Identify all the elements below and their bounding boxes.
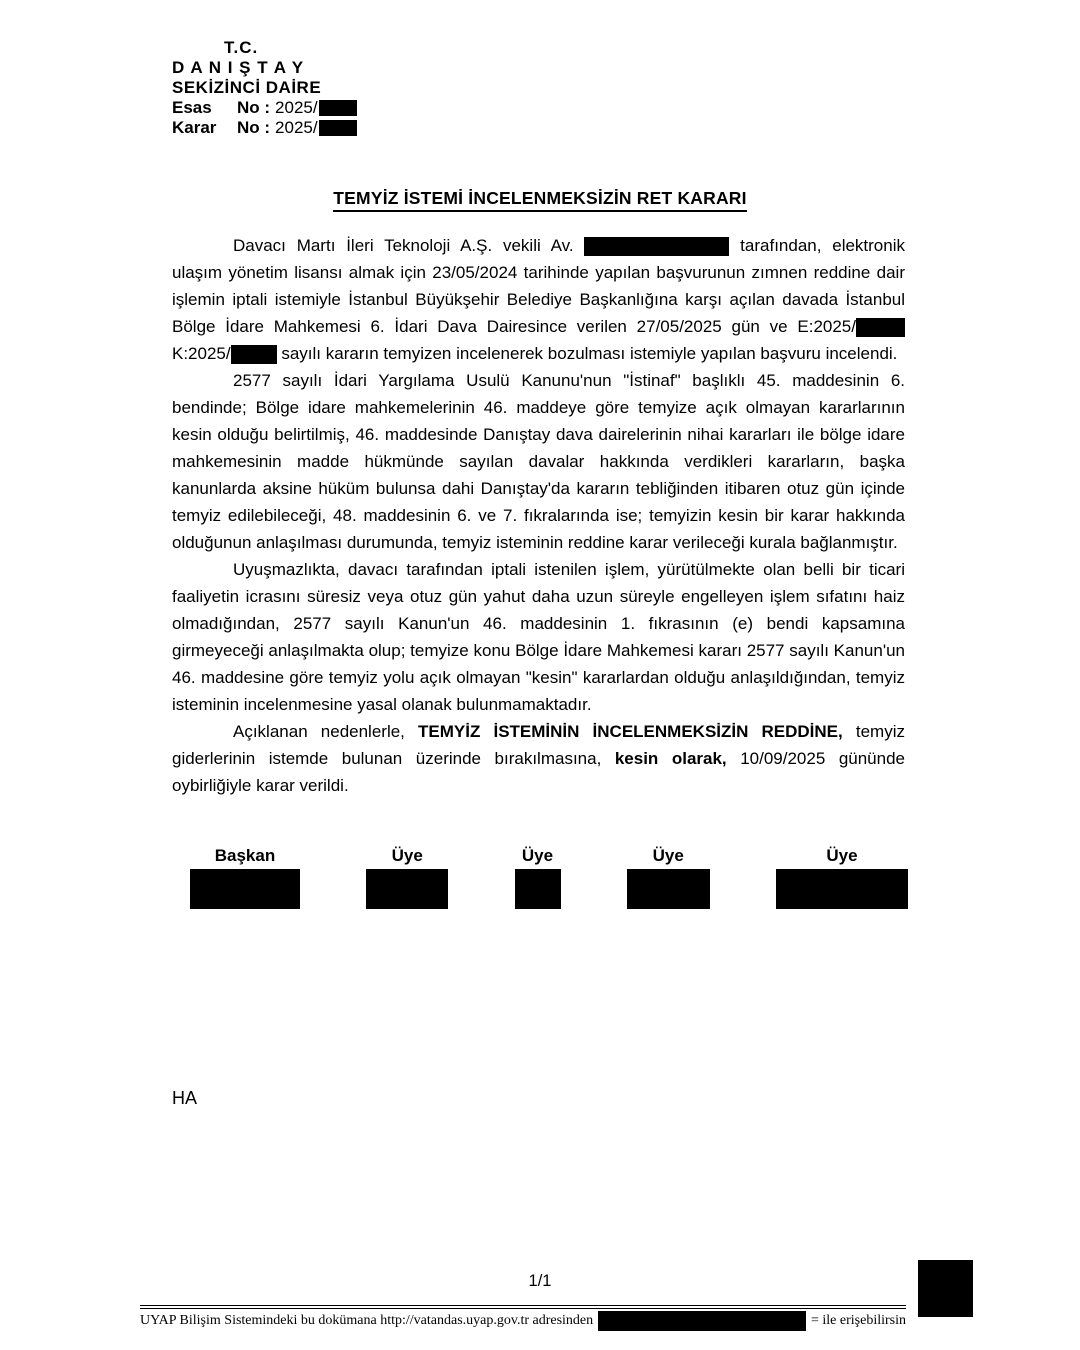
redacted-text bbox=[584, 237, 729, 256]
court-name: D A N I Ş T A Y bbox=[172, 58, 305, 77]
redacted-access-code bbox=[598, 1311, 806, 1331]
bold-text-run: kesin olarak, bbox=[614, 749, 727, 768]
redacted-signature bbox=[190, 869, 300, 909]
signature-role-label: Üye bbox=[652, 846, 684, 865]
signature-row bbox=[190, 846, 908, 909]
signature-column bbox=[515, 846, 561, 909]
esas-no-label: No : bbox=[237, 98, 271, 117]
esas-label: Esas bbox=[172, 98, 212, 117]
signature-column bbox=[190, 846, 300, 909]
karar-no-label: No : bbox=[237, 118, 271, 137]
signature-column bbox=[366, 846, 448, 909]
document-header bbox=[172, 38, 357, 138]
footer bbox=[140, 1305, 906, 1331]
body-paragraph bbox=[172, 556, 905, 718]
esas-number-row bbox=[172, 98, 357, 118]
text-run: 10/09/2025 gününde oybirliğiyle karar verildi. bbox=[172, 749, 906, 795]
signature-role-label: Üye bbox=[826, 846, 858, 865]
text-run: Davacı Martı İleri Teknoloji A.Ş. vekili Av. bbox=[233, 236, 585, 255]
redacted-esas-number bbox=[319, 100, 357, 116]
redacted-signature bbox=[515, 869, 561, 909]
body-paragraph bbox=[172, 232, 905, 367]
body-paragraph bbox=[172, 718, 905, 799]
karar-number-row bbox=[172, 118, 357, 138]
text-run: tarafından, elektronik ulaşım yönetim lisansı almak için 23/05/2024 tarihinde yapılan başvurunun zımnen reddine dair işlemin iptali istemiyle İstanbul Büyükşehir Belediye Başkanlığına karşı açılan davada İstanbul Bölge İdare Mahkemesi 6. İdari Dava Dairesince verilen 27/05/2025 gün ve E:2025/ bbox=[172, 236, 905, 336]
decision-title: TEMYİZ İSTEMİ İNCELENMEKSİZİN RET KARARI bbox=[0, 188, 1080, 209]
signature-role-label: Üye bbox=[521, 846, 554, 865]
text-run: sayılı kararın temyizen incelenerek bozulması istemiyle yapılan başvuru incelendi. bbox=[276, 344, 898, 363]
footer-text-after: = ile erişebilirsin bbox=[811, 1313, 906, 1328]
esas-year-value: 2025/ bbox=[275, 98, 318, 117]
karar-year-value: 2025/ bbox=[275, 118, 318, 137]
text-run: Açıklanan nedenlerle, bbox=[233, 722, 419, 741]
text-run: temyiz giderlerinin istemde bulunan üzerinde bırakılmasına, bbox=[172, 722, 905, 768]
footer-access-line bbox=[140, 1311, 906, 1331]
redacted-text bbox=[856, 318, 905, 337]
text-run: K:2025/ bbox=[172, 344, 231, 363]
redacted-qr-code bbox=[918, 1260, 973, 1317]
chamber-name: SEKİZİNCİ DAİRE bbox=[172, 78, 322, 97]
redacted-signature bbox=[776, 869, 908, 909]
signature-column bbox=[627, 846, 710, 909]
decision-body bbox=[172, 232, 905, 799]
redacted-karar-number bbox=[319, 120, 357, 136]
text-run: 2577 sayılı İdari Yargılama Usulü Kanunu'nun "İstinaf" başlıklı 45. maddesinin 6. bendinde; Bölge idare mahkemelerinin 46. maddeye göre temyize açık olmayan kararlarının kesin olduğu belirtilmiş, 46. maddesinde Danıştay dava dairelerinin nihai kararları ile bölge idare mahkemesinin madde hükmünde sayılan davalar hakkında verdikleri kararların, başka kanunlarda aksine hüküm bulunsa dahi Danıştay'da kararın tebliğinden itibaren otuz gün içinde temyiz edilebileceği, 48. maddesinin 6. ve 7. fıkralarında ise; temyizin kesin bir karar hakkında olduğunun anlaşılması durumunda, temyiz isteminin reddine karar verileceği kurala bağlanmıştır. bbox=[172, 371, 905, 552]
bold-text-run: TEMYİZ İSTEMİNİN İNCELENMEKSİZİN REDDİNE, bbox=[418, 722, 843, 741]
signature-role-label: Başkan bbox=[214, 846, 276, 865]
text-run: Uyuşmazlıkta, davacı tarafından iptali istenilen işlem, yürütülmekte olan belli bir ticari faaliyetin icrasını süresiz veya otuz gün yahut daha uzun süreyle engelleyen işlem sıfatını haiz olmadığından, 2577 sayılı Kanun'un 46. maddesinin 1. fıkrasının (e) bendi kapsamına girmeyeceği anlaşılmakta olup; temyize konu Bölge İdare Mahkemesi kararı 2577 sayılı Kanun'un 46. maddesine göre temyiz yolu açık olmayan "kesin" kararlardan olduğu anlaşıldığından, temyiz isteminin incelenmesine yasal olanak bulunmamaktadır. bbox=[172, 560, 905, 714]
redacted-text bbox=[231, 345, 277, 364]
redacted-signature bbox=[627, 869, 710, 909]
signature-column bbox=[776, 846, 908, 909]
republic-label: T.C. bbox=[224, 38, 259, 57]
karar-label: Karar bbox=[172, 118, 217, 137]
redacted-signature bbox=[366, 869, 448, 909]
clerk-initials: HA bbox=[172, 1088, 198, 1108]
footer-rule bbox=[140, 1305, 906, 1309]
signature-role-label: Üye bbox=[391, 846, 423, 865]
footer-text-before: UYAP Bilişim Sistemindeki bu dokümana http://vatandas.uyap.gov.tr adresinden bbox=[140, 1313, 594, 1328]
page-number: 1/1 bbox=[528, 1272, 552, 1290]
body-paragraph bbox=[172, 367, 905, 556]
